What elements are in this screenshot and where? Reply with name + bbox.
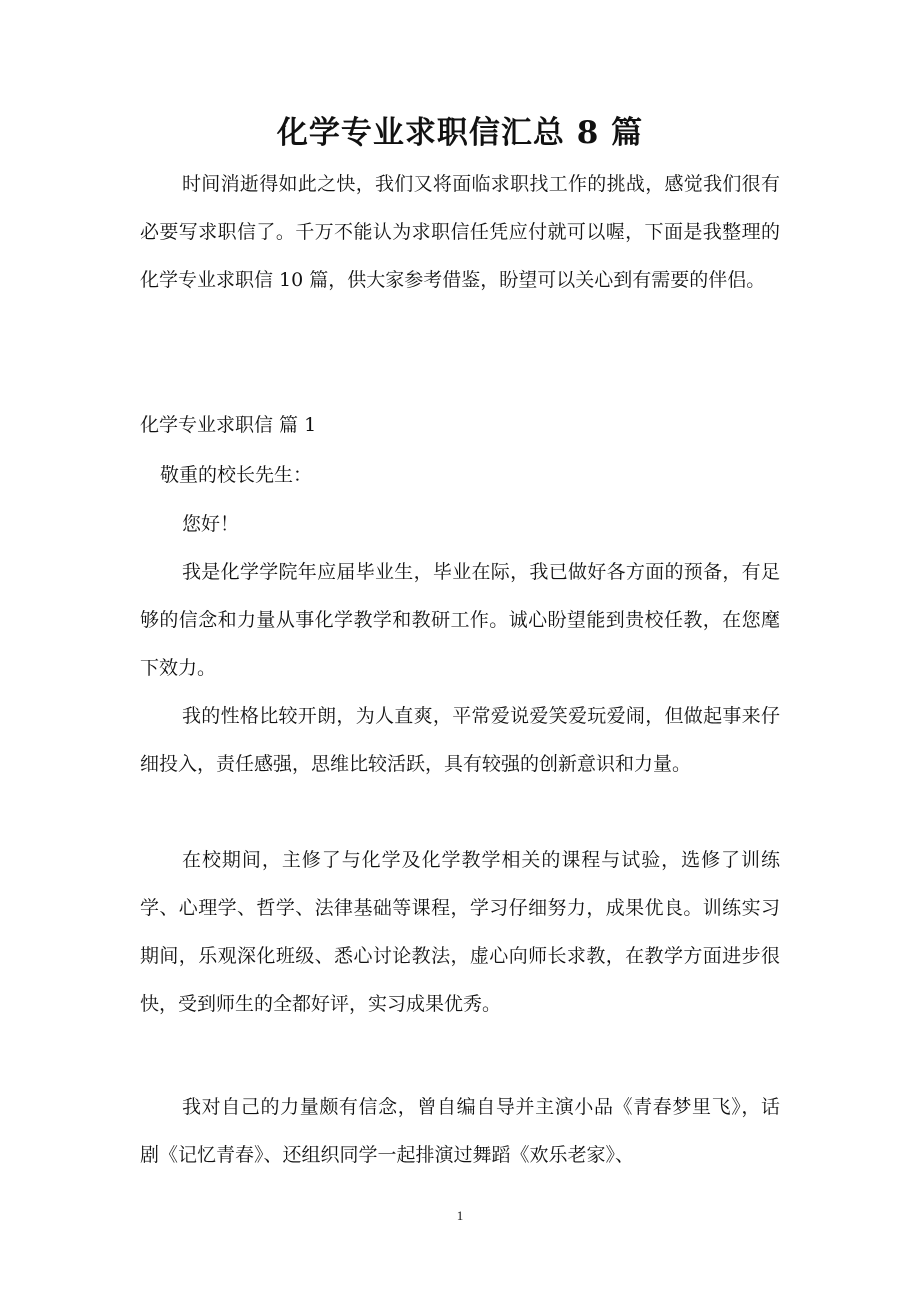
section-heading: 化学专业求职信 篇 1 [140, 414, 317, 436]
body-paragraph: 我是化学学院年应届毕业生，毕业在际，我已做好各方面的预备，有足够的信念和力量从事化学教学和教研工作。诚心盼望能到贵校任教，在您麾下效力。 [140, 561, 780, 679]
body-paragraph: 我对自己的力量颇有信念，曾自编自导并主演小品《青春梦里飞》，话剧《记忆青春》、还组织同学一起排演过舞蹈《欢乐老家》、 [140, 1096, 780, 1166]
body-paragraph: 我的性格比较开朗，为人直爽，平常爱说爱笑爱玩爱闹，但做起事来仔细投入，责任感强，思维比较活跃，具有较强的创新意识和力量。 [140, 705, 780, 775]
salutation: 敬重的校长先生： [160, 464, 313, 486]
greeting-line: 您好！ [182, 513, 240, 535]
page-number: 1 [456, 1208, 464, 1223]
body-paragraph: 在校期间，主修了与化学及化学教学相关的课程与试验，选修了训练学、心理学、哲学、法律基础等课程，学习仔细努力，成果优良。训练实习期间，乐观深化班级、悉心讨论教法，虚心向师长求教，在教学方面进步很快，受到师生的全都好评，实习成果优秀。 [140, 849, 780, 1015]
document-title: 化学专业求职信汇总 8 篇 [276, 115, 644, 151]
intro-paragraph: 时间消逝得如此之快，我们又将面临求职找工作的挑战，感觉我们很有必要写求职信了。千万不能认为求职信任凭应付就可以喔，下面是我整理的化学专业求职信 10 篇，供大家参考借鉴，盼望可以关心到有需要的伴侣。 [140, 173, 780, 291]
